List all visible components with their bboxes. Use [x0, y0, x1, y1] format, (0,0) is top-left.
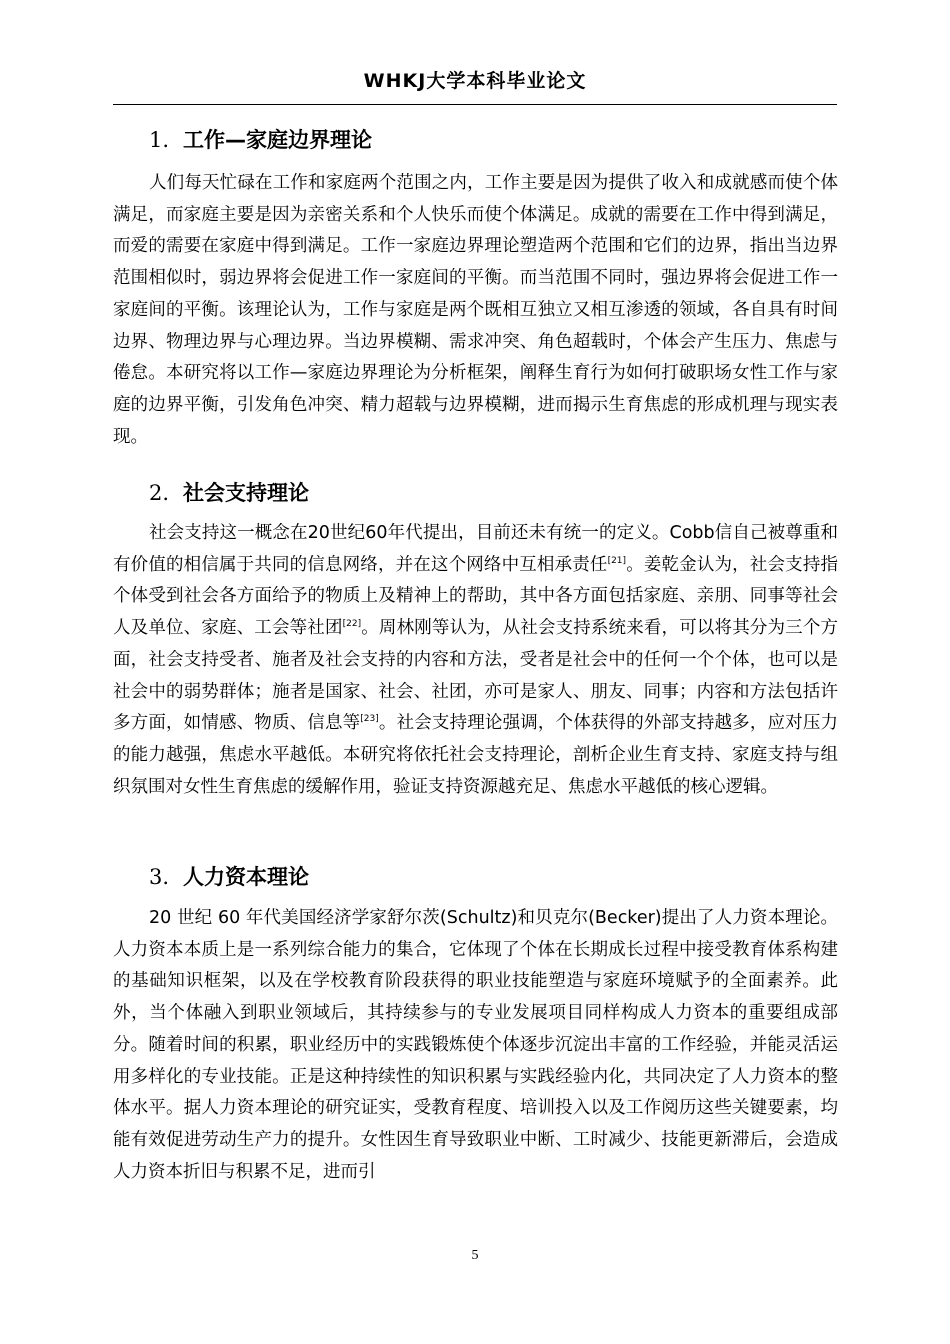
section-title: 工作—家庭边界理论: [183, 128, 373, 152]
section-number: 2.: [149, 481, 170, 505]
section-heading-3: [149, 863, 309, 891]
section-number: 3.: [149, 865, 170, 889]
paragraph-text: 社会支持这一概念在20世纪60年代提出，目前还未有统一的定义。Cobb信自己被尊重和有价值的相信属于共同的信息网络，并在这个网络中互相承责任: [113, 523, 838, 575]
section-title: 人力资本理论: [183, 865, 310, 889]
paragraph-text: 。社会支持理论强调，个体获得的外部支持越多，应对压力的能力越强，焦虑水平越低。本研究将依托社会支持理论，剖析企业生育支持、家庭支持与组织氛围对女性生育焦虑的缓解作用，验证支持资源越充足、焦虑水平越低的核心逻辑。: [113, 713, 838, 797]
section-heading-1: [149, 126, 372, 154]
section-1-paragraph: 人们每天忙碌在工作和家庭两个范围之内，工作主要是因为提供了收入和成就感而使个体满足，而家庭主要是因为亲密关系和个人快乐而使个体满足。成就的需要在工作中得到满足，而爱的需要在家庭中得到满足。工作一家庭边界理论塑造两个范围和它们的边界，指出当边界范围相似时，弱边界将会促进工作一家庭间的平衡。而当范围不同时，强边界将会促进工作一家庭间的平衡。该理论认为，工作与家庭是两个既相互独立又相互渗透的领域，各自具有时间边界、物理边界与心理边界。当边界模糊、需求冲突、角色超载时，个体会产生压力、焦虑与倦怠。本研究将以工作—家庭边界理论为分析框架，阐释生育行为如何打破职场女性工作与家庭的边界平衡，引发角色冲突、精力超载与边界模糊，进而揭示生育焦虑的形成机理与现实表现。: [113, 173, 838, 447]
section-number: 1.: [149, 128, 170, 152]
page-header-title: WHKJ大学本科毕业论文: [363, 70, 587, 92]
citation-ref: [21]: [607, 555, 627, 566]
page-number: 5: [471, 1248, 479, 1263]
citation-ref: [22]: [342, 619, 362, 630]
section-3-paragraph: 20 世纪 60 年代美国经济学家舒尔茨(Schultz)和贝克尔(Becker)提出了人力资本理论。人力资本本质上是一系列综合能力的集合，它体现了个体在长期成长过程中接受教育体系构建的基础知识框架，以及在学校教育阶段获得的职业技能塑造与家庭环境赋予的全面素养。此外，当个体融入到职业领域后，其持续参与的专业发展项目同样构成人力资本的重要组成部分。随着时间的积累，职业经历中的实践锻炼使个体逐步沉淀出丰富的工作经验，并能灵活运用多样化的专业技能。正是这种持续性的知识积累与实践经验内化，共同决定了人力资本的整体水平。据人力资本理论的研究证实，受教育程度、培训投入以及工作阅历这些关键要素，均能有效促进劳动生产力的提升。女性因生育导致职业中断、工时减少、技能更新滞后，会造成人力资本折旧与积累不足，进而引: [113, 908, 838, 1182]
paragraph-text: 。周林刚等认为，从社会支持系统来看，可以将其分为三个方面，社会支持受者、施者及社会支持的内容和方法，受者是社会中的任何一个个体，也可以是社会中的弱势群体；施者是国家、社会、社团，亦可是家人、朋友、同事；内容和方法包括许多方面，如情感、物质、信息等: [113, 618, 839, 734]
section-title: 社会支持理论: [183, 481, 310, 505]
citation-ref: [23]: [360, 714, 379, 725]
section-2-paragraph: [113, 518, 838, 803]
paragraph-text: 。姜乾金认为，社会支持指个体受到社会各方面给予的物质上及精神上的帮助，其中各方面包括家庭、亲朋、同事等社会人及单位、家庭、工会等社团: [113, 554, 839, 639]
header-divider: [113, 104, 837, 105]
section-heading-2: [149, 479, 309, 507]
